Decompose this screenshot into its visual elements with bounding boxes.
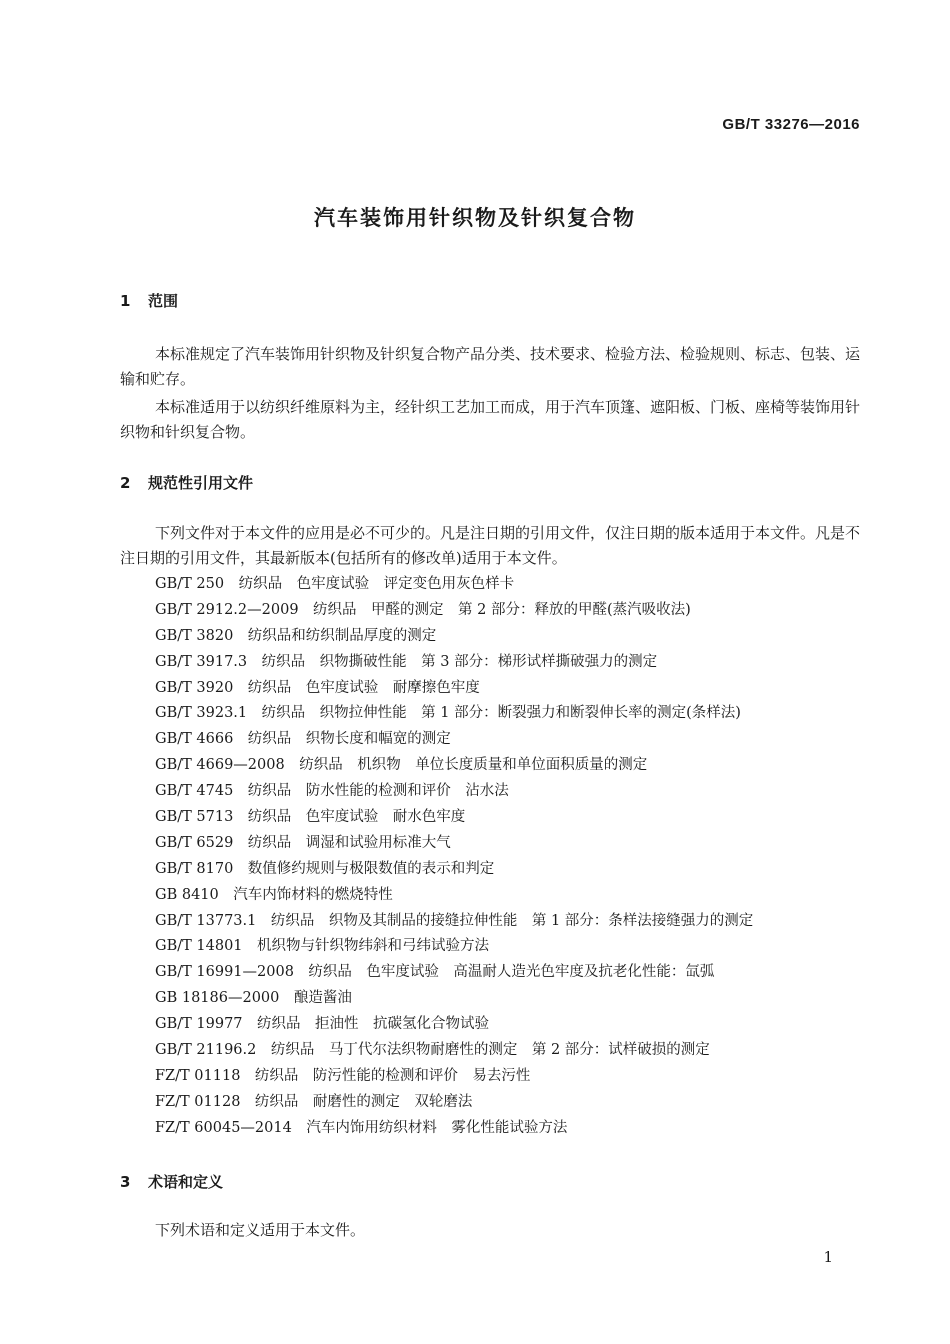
paragraph: 下列文件对于本文件的应用是必不可少的。凡是注日期的引用文件，仅注日期的版本适用于本文件。凡是不注日期的引用文件，其最新版本(包括所有的修改单)适用于本文件。: [120, 524, 861, 567]
reference-item: GB 18186—2000 酿造酱油: [155, 990, 352, 1007]
reference-item: GB/T 4669—2008 纺织品 机织物 单位长度质量和单位面积质量的测定: [155, 757, 648, 774]
section-title: 范围: [148, 292, 179, 310]
section-3-heading: [120, 1171, 223, 1192]
section-number: 1: [120, 292, 131, 310]
section-title: 规范性引用文件: [148, 474, 254, 492]
reference-item: GB/T 21196.2 纺织品 马丁代尔法织物耐磨性的测定 第 2 部分：试样破损的测定: [155, 1042, 710, 1059]
section-number: 2: [120, 474, 131, 492]
reference-item: GB/T 8170 数值修约规则与极限数值的表示和判定: [155, 860, 495, 877]
paragraph: 下列术语和定义适用于本文件。: [155, 1221, 366, 1239]
section-number: 3: [120, 1173, 131, 1191]
reference-item: GB/T 14801 机织物与针织物纬斜和弓纬试验方法: [155, 938, 490, 955]
reference-item: GB/T 3917.3 纺织品 织物撕破性能 第 3 部分：梯形试样撕破强力的测定: [155, 653, 658, 670]
reference-item: GB/T 4745 纺织品 防水性能的检测和评价 沾水法: [155, 783, 509, 800]
reference-list: [155, 572, 753, 1142]
reference-item: GB/T 16991—2008 纺织品 色牢度试验 高温耐人造光色牢度及抗老化性能：氙弧: [155, 964, 715, 981]
reference-item: GB/T 4666 纺织品 织物长度和幅宽的测定: [155, 731, 451, 748]
reference-item: GB/T 6529 纺织品 调湿和试验用标准大气: [155, 834, 451, 851]
reference-item: FZ/T 60045—2014 汽车内饰用纺织材料 雾化性能试验方法: [155, 1119, 568, 1136]
reference-item: GB/T 250 纺织品 色牢度试验 评定变色用灰色样卡: [155, 576, 515, 592]
standard-code: GB/T 33276—2016: [722, 116, 860, 133]
reference-item: GB 8410 汽车内饰材料的燃烧特性: [155, 886, 393, 903]
reference-item: GB/T 19977 纺织品 拒油性 抗碳氢化合物试验: [155, 1016, 490, 1033]
reference-item: GB/T 3820 纺织品和纺织制品厚度的测定: [155, 627, 437, 644]
reference-item: GB/T 3920 纺织品 色牢度试验 耐摩擦色牢度: [155, 679, 480, 696]
section-1-heading: [120, 290, 178, 311]
reference-item: GB/T 13773.1 纺织品 织物及其制品的接缝拉伸性能 第 1 部分：条样法接缝强力的测定: [155, 912, 754, 929]
page-title: 汽车装饰用针织物及针织复合物: [314, 206, 636, 230]
reference-item: FZ/T 01128 纺织品 耐磨性的测定 双轮磨法: [155, 1093, 473, 1110]
reference-item: GB/T 5713 纺织品 色牢度试验 耐水色牢度: [155, 809, 466, 826]
section-title: 术语和定义: [148, 1173, 224, 1191]
paragraph: 本标准适用于以纺织纤维原料为主，经针织工艺加工而成，用于汽车顶篷、遮阳板、门板、座椅等装饰用针织物和针织复合物。: [120, 398, 861, 441]
paragraph: 本标准规定了汽车装饰用针织物及针织复合物产品分类、技术要求、检验方法、检验规则、标志、包装、运输和贮存。: [120, 345, 861, 388]
reference-item: GB/T 3923.1 纺织品 织物拉伸性能 第 1 部分：断裂强力和断裂伸长率的测定(条样法): [155, 705, 741, 722]
reference-item: GB/T 2912.2—2009 纺织品 甲醛的测定 第 2 部分：释放的甲醛(蒸汽吸收法): [155, 601, 691, 618]
page-number: 1: [823, 1248, 833, 1266]
reference-item: FZ/T 01118 纺织品 防污性能的检测和评价 易去污性: [155, 1067, 531, 1084]
section-2-heading: [120, 472, 253, 493]
